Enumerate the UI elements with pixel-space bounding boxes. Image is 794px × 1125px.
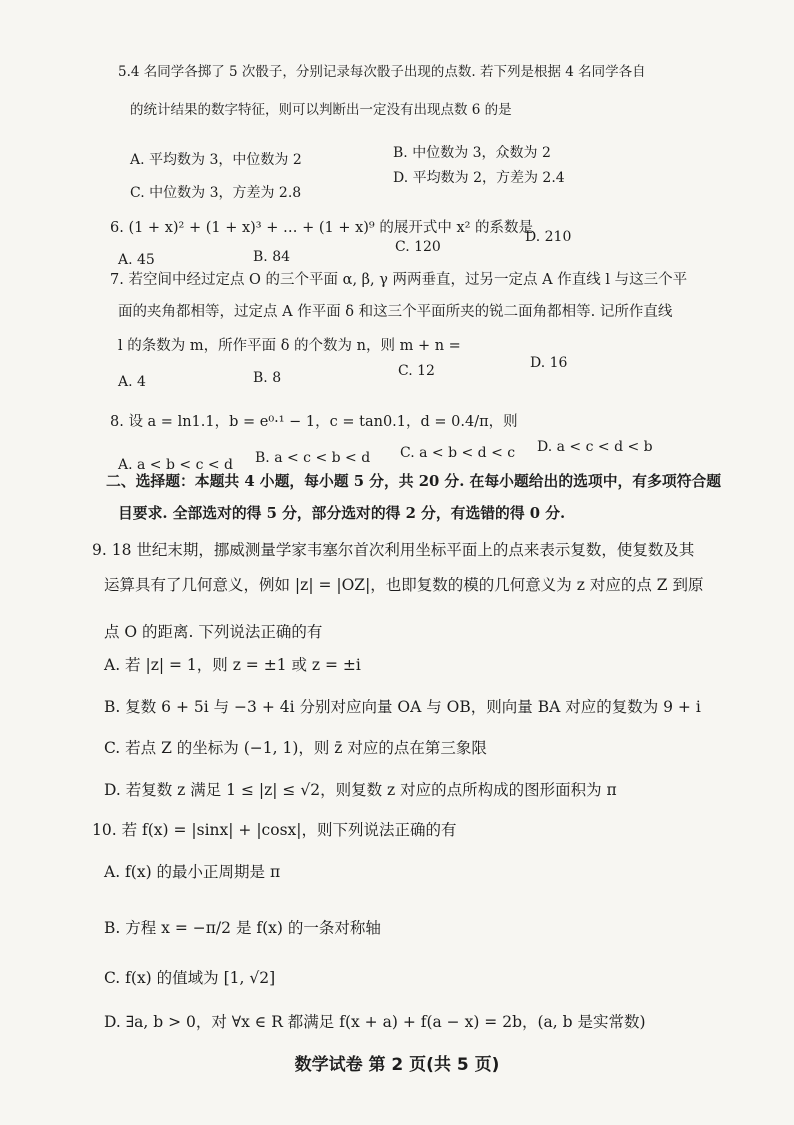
q8-option-d: D. a < c < d < b xyxy=(537,439,653,455)
q5-option-a: A. 平均数为 3，中位数为 2 xyxy=(130,152,302,168)
q7-option-b: B. 8 xyxy=(253,370,282,386)
section-2-instructions: 目要求. 全部选对的得 5 分，部分选对的得 2 分，有选错的得 0 分. xyxy=(118,505,566,522)
q9-option-d: D. 若复数 z 满足 1 ≤ |z| ≤ √2，则复数 z 对应的点所构成的图形面积为 π xyxy=(104,781,617,799)
q7-stem-line-3: l 的条数为 m，所作平面 δ 的个数为 n，则 m + n = xyxy=(118,338,461,354)
q5-stem-line-2: 的统计结果的数字特征，则可以判断出一定没有出现点数 6 的是 xyxy=(130,102,512,118)
q5-option-d: D. 平均数为 2，方差为 2.4 xyxy=(393,170,565,186)
q6-option-b: B. 84 xyxy=(253,249,291,265)
q5-option-b: B. 中位数为 3，众数为 2 xyxy=(393,145,551,161)
q6-stem: 6. (1 + x)² + (1 + x)³ + … + (1 + x)⁹ 的展开式中 x² 的系数是 xyxy=(110,220,534,236)
q6-option-a: A. 45 xyxy=(118,252,155,268)
q8-option-a: A. a < b < c < d xyxy=(118,457,234,473)
q10-option-a: A. f(x) 的最小正周期是 π xyxy=(104,863,281,881)
page-footer: 数学试卷 第 2 页(共 5 页) xyxy=(294,1055,500,1075)
q8-option-c: C. a < b < d < c xyxy=(400,445,516,461)
q9-stem-line-1: 9. 18 世纪末期，挪威测量学家韦塞尔首次利用坐标平面上的点来表示复数，使复数及其 xyxy=(92,541,695,559)
q9-option-b: B. 复数 6 + 5i 与 −3 + 4i 分别对应向量 OA 与 OB，则向量 BA 对应的复数为 9 + i xyxy=(104,698,701,716)
section-2-heading: 二、选择题：本题共 4 小题，每小题 5 分，共 20 分. 在每小题给出的选项中，有多项符合题 xyxy=(106,473,722,490)
q7-option-d: D. 16 xyxy=(530,355,568,371)
q8-option-b: B. a < c < b < d xyxy=(255,450,371,466)
q6-option-d: D. 210 xyxy=(525,229,572,245)
q5-stem-line-1: 5.4 名同学各掷了 5 次骰子，分别记录每次骰子出现的点数. 若下列是根据 4 名同学各自 xyxy=(118,64,646,80)
q8-stem: 8. 设 a = ln1.1，b = e⁰·¹ − 1，c = tan0.1，d = 0.4/π，则 xyxy=(110,414,518,430)
q9-stem-line-2: 运算具有了几何意义，例如 |z| = |OZ|，也即复数的模的几何意义为 z 对应的点 Z 到原 xyxy=(104,576,704,594)
q10-option-d: D. ∃a, b > 0，对 ∀x ∈ R 都满足 f(x + a) + f(a − x) = 2b，(a, b 是实常数) xyxy=(104,1013,646,1031)
q9-stem-line-3: 点 O 的距离. 下列说法正确的有 xyxy=(104,623,323,641)
q9-option-a: A. 若 |z| = 1，则 z = ±1 或 z = ±i xyxy=(104,656,361,674)
q7-option-c: C. 12 xyxy=(398,363,435,379)
q5-option-c: C. 中位数为 3，方差为 2.8 xyxy=(130,185,302,201)
q9-option-c: C. 若点 Z 的坐标为 (−1, 1)，则 z̄ 对应的点在第三象限 xyxy=(104,739,487,757)
q10-option-c: C. f(x) 的值域为 [1, √2] xyxy=(104,969,276,987)
q10-stem: 10. 若 f(x) = |sinx| + |cosx|，则下列说法正确的有 xyxy=(92,821,457,839)
q10-option-b: B. 方程 x = −π/2 是 f(x) 的一条对称轴 xyxy=(104,919,381,937)
q7-stem-line-1: 7. 若空间中经过定点 O 的三个平面 α, β, γ 两两垂直，过另一定点 A 作直线 l 与这三个平 xyxy=(110,272,688,288)
q7-stem-line-2: 面的夹角都相等，过定点 A 作平面 δ 和这三个平面所夹的锐二面角都相等. 记所作直线 xyxy=(118,304,673,320)
q7-option-a: A. 4 xyxy=(118,374,146,390)
q6-option-c: C. 120 xyxy=(395,239,441,255)
